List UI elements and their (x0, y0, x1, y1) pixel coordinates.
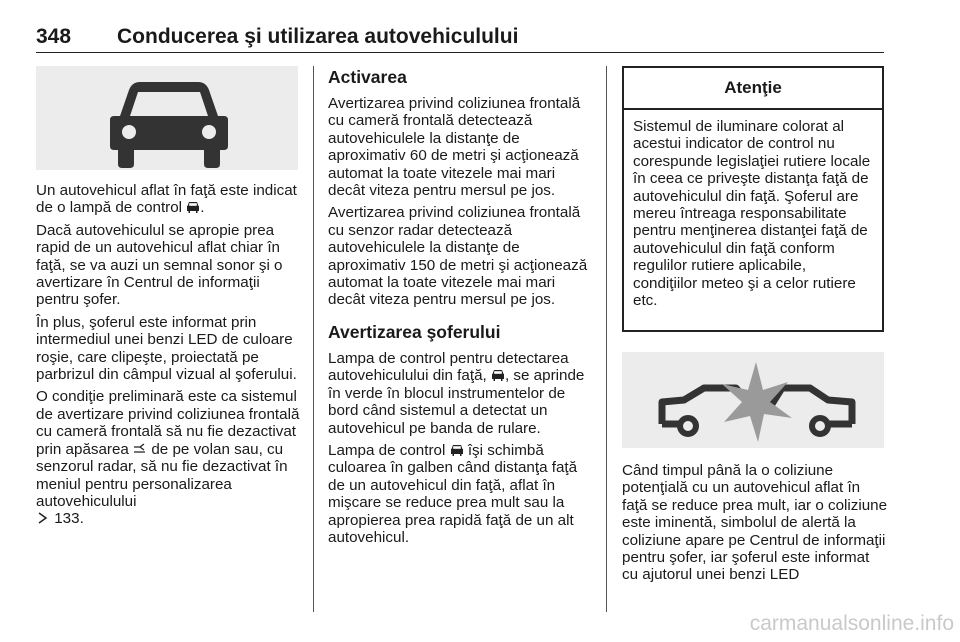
caution-body: Sistemul de iluminare colorat al acestui indicator de control nu corespunde legislaţiei rutiere locale în ceea ce priveşte distanţa faţă de autovehiculul din faţă. Şoferul are mereu întreaga responsabilitate pentru menţinerea distanţei faţă de autovehiculul din faţă conform regulilor rutiere aplicabile, condiţiilor meteo şi a celor rutiere etc. (633, 118, 871, 310)
collision-illustration (622, 352, 884, 448)
text: de pe volan sau, cu senzorul radar, să nu fie dezactivat în meniul pentru personalizarea autovehiculului (36, 440, 288, 510)
text: Lampa de control pentru detectarea autovehiculului din faţă, (328, 349, 569, 385)
paragraph: Când timpul până la o coliziune potenţială cu un autovehicul aflat în faţă se reduce prea mult, iar o coliziune este iminentă, simbolul de alertă la coliziune apare pe Centrul de informaţii pentru şofer, iar şoferul este informat cu ajutorul unei benzi LED (622, 462, 888, 584)
caution-box (622, 66, 884, 332)
text: . (200, 199, 205, 217)
car-front-icon (36, 66, 298, 170)
paragraph (36, 388, 300, 527)
chapter-title: Conducerea şi utilizarea autovehiculului (117, 25, 519, 48)
text: Lampa de control (328, 441, 446, 459)
steering-wheel-icon (133, 443, 147, 455)
page-header (36, 8, 884, 53)
column-3 (622, 462, 888, 589)
collision-warning-icon (622, 352, 884, 448)
section-heading-driver-warning: Avertizarea şoferului (328, 321, 501, 342)
column-divider-1 (313, 66, 314, 612)
caution-title: Atenţie (624, 68, 882, 110)
paragraph: Avertizarea privind coliziunea frontală cu cameră frontală detectează autovehiculele la distanţe de aproximativ 60 de metri şi acţionează automat la toate vitezele mai mari decât viteza pentru mersul pe jos. (328, 95, 581, 200)
watermark: carmanualsonline.info (749, 612, 954, 635)
column-divider-2 (606, 66, 607, 612)
text: Un autovehicul aflat în faţă este indicat de o lampă de control (36, 182, 297, 217)
reference-arrow-icon[interactable] (36, 512, 50, 524)
paragraph: În plus, şoferul este informat prin intermediul unei benzi LED de culoare roşie, care clipeşte, proiectată pe parbrizul din câmpul vizual al şoferului. (36, 313, 297, 384)
page-reference-link[interactable]: 133. (54, 510, 84, 528)
text: O condiţie preliminară este ca sistemul de avertizare privind coliziunea frontală cu cameră frontală să nu fie dezactivat prin apăsarea (36, 388, 300, 458)
car-front-icon (491, 369, 505, 381)
paragraph: Avertizarea privind coliziunea frontală cu senzor radar detectează autovehiculele la distanţe de aproximativ 150 de metri şi acţionează automat la toate vitezele mai mari decât viteza pentru mersul pe jos. (328, 204, 588, 309)
column-1 (36, 182, 300, 533)
text: , se aprinde în verde în blocul instrumentelor de bord când sistemul a detectat un autovehicul pe banda de rulare. (328, 367, 585, 437)
section-heading-activation: Activarea (328, 67, 407, 87)
page-number: 348 (36, 25, 72, 48)
paragraph (328, 442, 594, 546)
car-front-illustration (36, 66, 298, 170)
paragraph (36, 182, 300, 217)
car-front-icon (186, 201, 200, 213)
column-2 (328, 66, 594, 551)
text: îşi schimbă culoarea în galben când distanţa faţă de un autovehicul din faţă, aflat în mişcare se reduce prea mult sau la apropierea prea rapidă faţă de un alt autovehicul. (328, 441, 578, 546)
car-front-icon (450, 444, 464, 456)
paragraph: Dacă autovehiculul se apropie prea rapid de un autovehicul aflat chiar în faţă, se va auzi un semnal sonor şi o avertizare în Centrul de informaţii pentru şofer. (36, 221, 283, 309)
paragraph (328, 350, 594, 437)
